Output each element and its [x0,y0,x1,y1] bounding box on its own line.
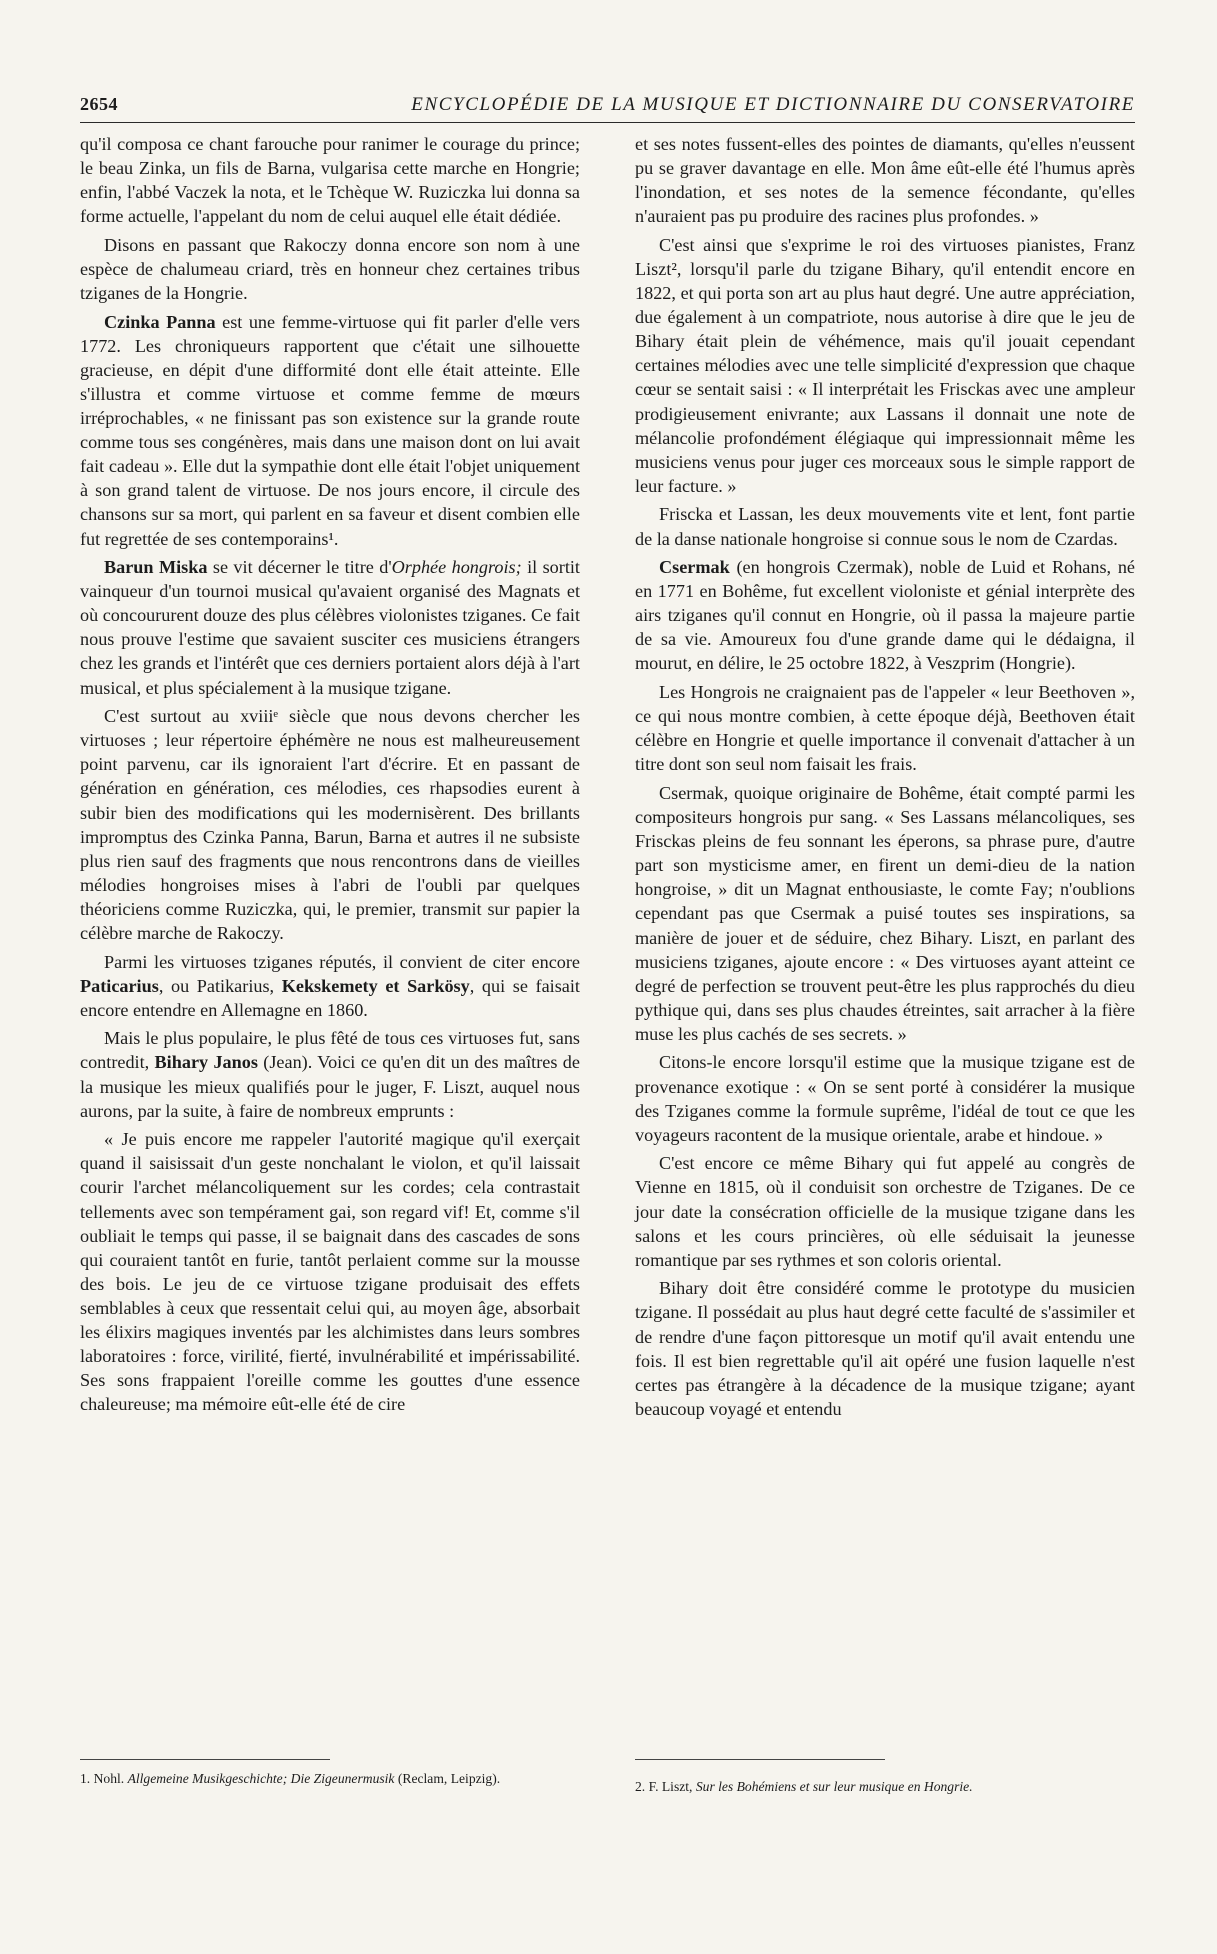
orphee-hongrois: Orphée hongrois; [391,557,522,578]
page-header [80,94,1135,123]
virtuoses-text-a: Parmi les virtuoses tziganes réputés, il convient de citer encore [104,951,580,972]
right-paragraph-6: Csermak, quoique originaire de Bohême, était compté parmi les compositeurs hongrois pur sang. « Ses Lassans mélancoliques, ses Frisckas pleins de feu sonnant les éperons, sa phrase pure, d'autre part son mysticisme amer, en firent un demi-dieu de la nation hongroise, » dit un Magnat enthousiaste, le comte Fay; n'oublions cependant pas que Csermak a puisé toutes ses inspirations, sa manière de jouer et de séduire, chez Bihary. Liszt, en parlant des musiciens tziganes, ajoute encore : « Des virtuoses ayant atteint ce degré de perfection se trouvent peut-être les plus rapprochés du dieu pythique qui, dans ses plus chaudes étreintes, sait arracher à la fière muse les plus cachés de ses secrets. » [635,782,1135,1044]
barun-miska-text-a: se vit décerner le titre d' [207,557,392,578]
footnote-2-number: 2. F. Liszt, [635,1779,696,1794]
footnote-2-title: Sur les Bohémiens et sur leur musique en Hongrie. [695,1779,973,1794]
page-number: 2654 [80,94,118,114]
right-paragraph-8: C'est encore ce même Bihary qui fut appelé au congrès de Vienne en 1815, où il conduisit son orchestre de Tziganes. De ce jour date la consécration officielle de la musique tzigane dans les salons et les cours princières, où elle séduisait la jeunesse romantique par ses rythmes et son coloris oriental. [635,1153,1135,1270]
left-paragraph-1: qu'il composa ce chant farouche pour ranimer le courage du prince; le beau Zinka, un fils de Barna, vulgarisa cette marche en Hongrie; enfin, l'abbé Vaczek la nota, et le Tchèque W. Ruziczka lui donna sa forme actuelle, l'appelant du nom de celui auquel elle était dédiée. [80,134,580,227]
left-footnote-rule [80,1759,330,1760]
right-paragraph-csermak [635,555,1135,675]
footnote-1-number: 1. Nohl. [80,1771,128,1786]
right-paragraph-1: et ses notes fussent-elles des pointes de diamants, qu'elles n'eussent pu se graver davantage en elle. Mon âme eût-elle été l'humus après l'inondation, et ses notes de la semence fécondante, qu'elles n'auraient pas pu produire des racines plus profondes. » [635,134,1135,227]
right-paragraph-7: Citons-le encore lorsqu'il estime que la musique tzigane est de provenance exotique : « On se sent porté à considérer la musique des Tziganes comme la formule suprême, l'idéal de tout ce que les voyageurs racontent de la musique orientale, arabe et hindoue. » [635,1052,1135,1145]
left-paragraph-bihary [80,1026,580,1122]
barun-miska-text-b: il sortit vainqueur d'un tournoi musical qu'avaient organisé des Magnats et où concoururent douze des plus célèbres violonistes tziganes. Ce fait nous prouve l'estime que savaient susciter ces musiciens étrangers chez les grands et l'intérêt que ces derniers portaient alors déjà à l'art musical, et plus spécialement à la musique tzigane. [80,557,581,698]
virtuoses-text-c: , qui se faisait encore entendre en Allemagne en 1860. [80,975,580,1020]
name-bihary-janos: Bihary Janos [154,1052,258,1073]
running-title: ENCYCLOPÉDIE DE LA MUSIQUE ET DICTIONNAIRE DU CONSERVATOIRE [411,94,1135,115]
footnote-1 [80,1770,580,1788]
right-paragraph-5: Les Hongrois ne craignaient pas de l'appeler « leur Beethoven », ce qui nous montre combien, à cette époque déjà, Beethoven était célèbre en Hongrie et quelle importance il convenait d'attacher à un titre dont son seul nom faisait les frais. [635,682,1135,775]
footnote-1-title: Allgemeine Musikgeschichte; Die Zigeunermusik [127,1771,395,1786]
right-paragraph-2: C'est ainsi que s'exprime le roi des virtuoses pianistes, Franz Liszt², lorsqu'il parle du tzigane Bihary, qu'il entendit encore en 1822, et qui porta son art au plus haut degré. Une autre appréciation, due également à un compatriote, nous autorise à dire que le jeu de Bihary était plein de véhémence, mais qu'il jouait cependant certaines mélodies avec une telle simplicité d'expression que chaque cœur se sentait saisi : « Il interprétait les Frisckas avec une ampleur prodigieusement enivrante; aux Lassans il donnait une note de mélancolie profondément élégiaque qui impressionnait même les musiciens venus pour juger ces morceaux sous le simple rapport de leur facture. » [635,234,1135,496]
name-barun-miska: Barun Miska [104,557,208,578]
name-kekskemety-sarkosy: Kekskemety et Sarkösy [281,975,470,996]
right-column [635,132,1135,1425]
name-czinka-panna: Czinka Panna [104,311,216,332]
left-paragraph-2: Disons en passant que Rakoczy donna encore son nom à une espèce de chalumeau criard, très en honneur chez certaines tribus tziganes de la Hongrie. [80,234,580,304]
footnote-1-rest: (Reclam, Leipzig). [394,1771,501,1786]
bihary-text-a: Mais le plus populaire, le plus fêté de tous ces virtuoses fut, sans contredit, [80,1028,580,1073]
czinka-panna-text: est une femme-virtuose qui fit parler d'elle vers 1772. Les chroniqueurs rapportent que c'était une silhouette gracieuse, en dépit d'une difformité dont elle était atteinte. Elle s'illustra et comme virtuose et comme femme de mœurs irréprochables, « ne finissant pas son existence sur la grande route comme tous ses congénères, mais dans une maison dont on lui avait fait cadeau ». Elle dut la sympathie dont elle était l'objet uniquement à son grand talent de virtuose. De nos jours encore, il circule des chansons sur sa mort, qui parlent en sa faveur et disent combien elle fut regrettée de ses contemporains¹. [80,311,580,549]
left-column [80,132,580,1421]
name-csermak: Csermak [659,557,730,578]
right-paragraph-3: Friscka et Lassan, les deux mouvements vite et lent, font partie de la danse nationale hongroise si connue sous le nom de Czardas. [635,504,1135,549]
left-paragraph-5: C'est surtout au xviiiᵉ siècle que nous devons chercher les virtuoses ; leur répertoire éphémère ne nous est malheureusement point parvenu, car ils ignoraient l'art d'écrire. Et en passant de génération en génération, ces mélodies, ces rhapsodies eurent à subir bien des modifications qui les modernisèrent. Des brillants impromptus des Czinka Panna, Barun, Barna et autres il ne subsiste plus rien sauf des fragments que nous rencontrons dans de vieilles mélodies hongroises mises à l'abri de l'oubli par quelques théoriciens comme Ruziczka, qui, le premier, transmit sur papier la célèbre marche de Rakoczy. [80,706,580,943]
virtuoses-text-b: , ou Patikarius, [158,975,282,996]
footnote-2 [635,1778,1135,1796]
left-paragraph-czinka-panna [80,310,580,551]
right-paragraph-9: Bihary doit être considéré comme le prototype du musicien tzigane. Il possédait au plus haut degré cette faculté de s'assimiler et de rendre d'une façon pittoresque un motif qu'il avait entendu une fois. Il est bien regrettable qu'il ait opéré une fusion laquelle n'est certes pas étrangère à la décadence de la musique tzigane; ayant beaucoup voyagé et entendu [635,1278,1135,1419]
name-paticarius: Paticarius [80,975,159,996]
left-paragraph-liszt-quote: « Je puis encore me rappeler l'autorité magique qu'il exerçait quand il saisissait d'un geste nonchalant le violon, et qu'il laissait courir l'archet mélancoliquement sur les cordes; cela contrastait tellements avec son tempérament gai, son regard vif! Et, comme s'il oubliait le temps qui passe, il se baignait dans des cascades de sons qui couraient tantôt en furie, tantôt perlaient comme sur la mousse des bois. Le jeu de ce virtuose tzigane produisait des effets semblables à ceux que ressentait celui qui, au moyen âge, absorbait les élixirs magiques inventés par les alchimistes dans leurs sombres laboratoires : force, virilité, fierté, invulnérabilité et impérissabilité. Ses sons frappaient l'oreille comme les gouttes d'une essence chaleureuse; ma mémoire eût-elle été de cire [80,1129,580,1415]
bihary-text-b: (Jean). Voici ce qu'en dit un des maîtres de la musique les mieux qualifiés pour le juger, F. Liszt, auquel nous aurons, par la suite, à faire de nombreux emprunts : [80,1052,580,1121]
left-paragraph-virtuoses [80,950,580,1022]
csermak-text: (en hongrois Czermak), noble de Luid et Rohans, né en 1771 en Bohême, fut excellent violoniste et génial interprète des airs tziganes qu'il connut en Hongrie, où il passa la majeure partie de sa vie. Amoureux fou d'une grande dame qui le dédaigna, il mourut, en délire, le 25 octobre 1822, à Veszprim (Hongrie). [635,557,1135,674]
left-paragraph-barun-miska [80,555,580,700]
right-footnote-rule [635,1759,885,1760]
